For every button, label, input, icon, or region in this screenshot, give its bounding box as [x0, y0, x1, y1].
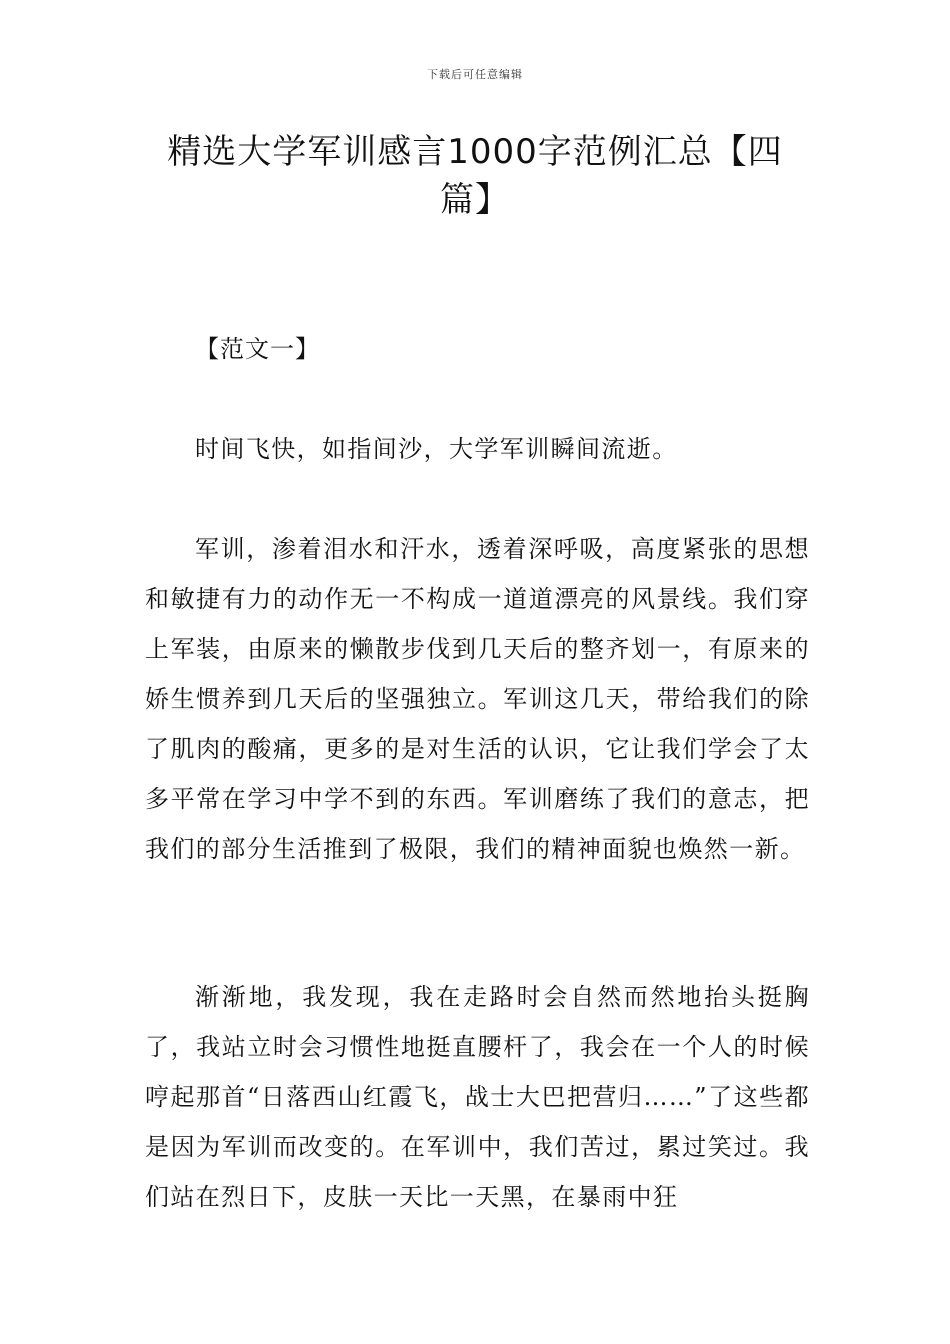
document-title: 精选大学军训感言1000字范例汇总【四篇】 [167, 132, 783, 220]
paragraph-3: 渐渐地，我发现，我在走路时会自然而然地抬头挺胸了，我站立时会习惯性地挺直腰杆了，我会在一个人的时候哼起那首“日落西山红霞飞，战士大巴把营归……”了这些都是因为军训而改变的。在军训中，我们苦过，累过笑过。我们站在烈日下，皮肤一天比一天黑，在暴雨中狂 [145, 983, 810, 1211]
header-note: 下载后可任意编辑 [427, 68, 523, 81]
paragraph-1: 时间飞快，如指间沙，大学军训瞬间流逝。 [195, 435, 678, 463]
paragraph-2: 军训，渗着泪水和汗水，透着深呼吸，高度紧张的思想和敏捷有力的动作无一不构成一道道漂亮的风景线。我们穿上军装，由原来的懒散步伐到几天后的整齐划一，有原来的娇生惯养到几天后的坚强独立。军训这几天，带给我们的除了肌肉的酸痛，更多的是对生活的认识，它让我们学会了太多平常在学习中学不到的东西。军训磨练了我们的意志，把我们的部分生活推到了极限，我们的精神面貌也焕然一新。 [145, 535, 810, 863]
section-heading: 【范文一】 [195, 335, 320, 363]
